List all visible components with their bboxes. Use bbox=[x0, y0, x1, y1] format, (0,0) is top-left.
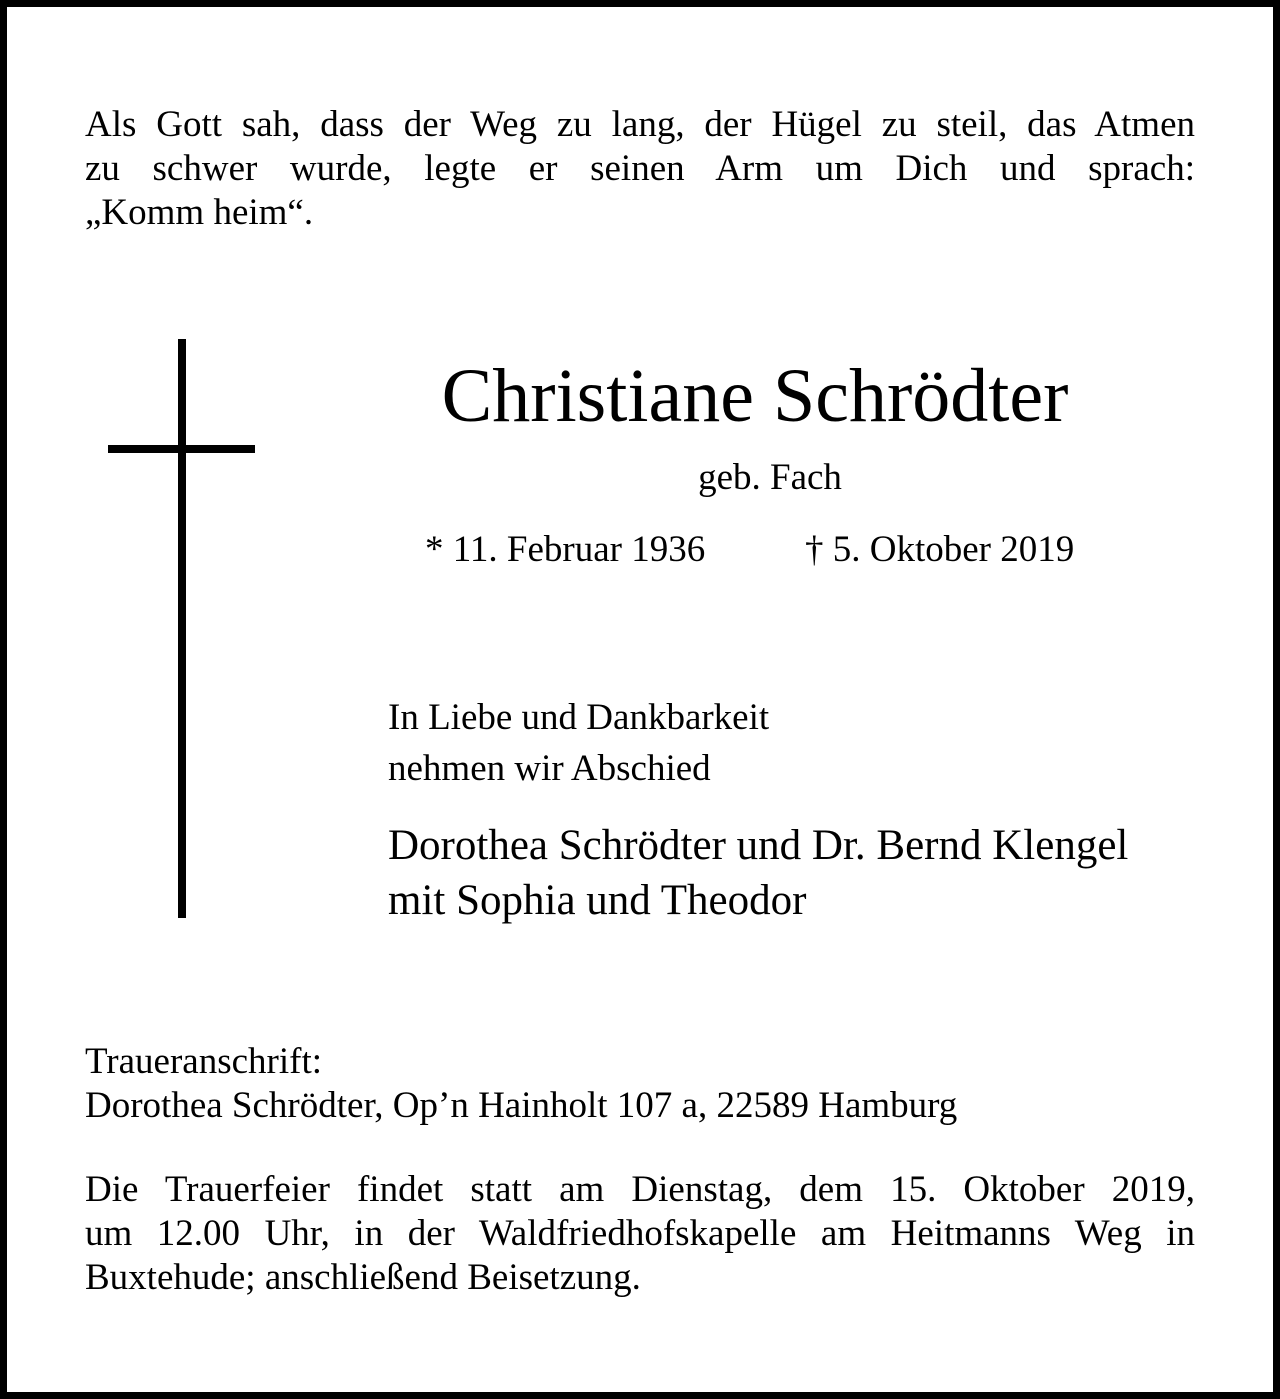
service-line-1: Die Trauerfeier findet statt am Dienstag, dem 15. Oktober 2019, bbox=[85, 1169, 1195, 1210]
verse-line-1: Als Gott sah, dass der Weg zu lang, der Hügel zu steil, das Atmen bbox=[85, 104, 1195, 145]
verse-line-2: zu schwer wurde, legte er seinen Arm um Dich und sprach: bbox=[85, 148, 1195, 189]
service-line-3: Buxtehude; anschließend Beisetzung. bbox=[85, 1257, 641, 1298]
death-date: † 5. Oktober 2019 bbox=[805, 529, 1075, 570]
farewell-line-2: nehmen wir Abschied bbox=[388, 748, 711, 789]
birth-date: * 11. Februar 1936 bbox=[425, 529, 706, 570]
family-signature bbox=[388, 818, 1128, 928]
address-value: Dorothea Schrödter, Op’n Hainholt 107 a, 22589 Hamburg bbox=[85, 1085, 958, 1126]
farewell-line-1: In Liebe und Dankbarkeit bbox=[388, 697, 770, 738]
cross-vertical-beam bbox=[178, 339, 186, 918]
address-label: Traueranschrift: bbox=[85, 1041, 323, 1082]
funeral-service-info bbox=[85, 1168, 1195, 1300]
service-line-2: um 12.00 Uhr, in der Waldfriedhofskapelle am Heitmanns Weg in bbox=[85, 1213, 1195, 1254]
opening-verse bbox=[85, 103, 1195, 235]
deceased-name: Christiane Schrödter bbox=[441, 354, 1069, 438]
maiden-name: geb. Fach bbox=[698, 457, 842, 498]
mourning-address bbox=[85, 1040, 957, 1128]
family-line-1: Dorothea Schrödter und Dr. Bernd Klengel bbox=[388, 822, 1129, 869]
verse-line-3: „Komm heim“. bbox=[85, 192, 314, 233]
cross-horizontal-beam bbox=[108, 445, 255, 453]
farewell-text bbox=[388, 692, 769, 794]
family-line-2: mit Sophia und Theodor bbox=[388, 877, 807, 924]
